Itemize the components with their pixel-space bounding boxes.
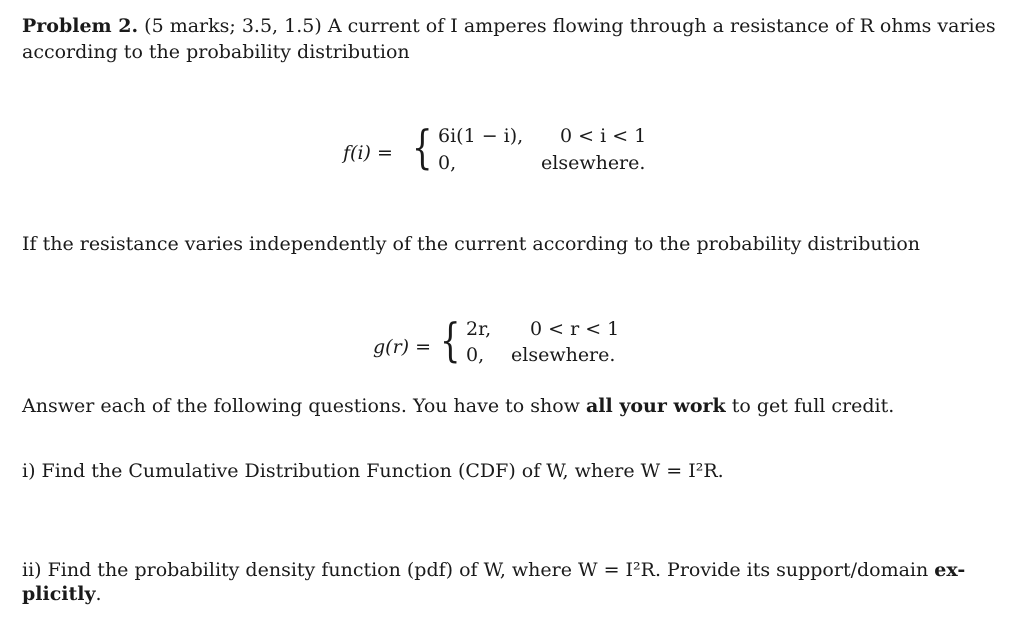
f-case1-expr: 6i(1 − i), <box>438 125 524 147</box>
question-2-line2 <box>22 582 102 606</box>
problem-title: Problem 2. <box>22 15 139 37</box>
problem-marks: (5 marks; 3.5, 1.5) <box>144 15 322 37</box>
resistance-text: If the resistance varies independently of the current according to the probability distribution <box>22 233 921 255</box>
g-brace: { <box>440 313 461 367</box>
question-2-text: ii) Find the probability density function (pdf) of W, where W = I²R. Provide its support/domain <box>22 559 935 581</box>
f-case2-cond: elsewhere. <box>541 152 646 174</box>
instructions-after: to get full credit. <box>725 395 895 417</box>
problem-intro-line1: A current of I amperes flowing through a resistance of R ohms varies <box>327 15 996 37</box>
instructions <box>22 394 894 418</box>
f-lhs: f(i) = <box>343 142 393 164</box>
g-case1-cond: 0 < r < 1 <box>530 318 620 340</box>
instructions-before: Answer each of the following questions. You have to show <box>22 395 586 417</box>
g-case1-expr: 2r, <box>466 318 492 340</box>
instructions-bold: all your work <box>585 395 726 417</box>
g-case2-expr: 0, <box>466 344 485 366</box>
g-lhs: g(r) = <box>373 336 432 358</box>
question-2-bold-part2: plicitly <box>22 583 96 605</box>
question-2-end: . <box>95 583 102 605</box>
question-2-line1 <box>22 558 965 582</box>
f-case1-cond: 0 < i < 1 <box>560 125 647 147</box>
g-case2-cond: elsewhere. <box>511 344 616 366</box>
question-2-bold-part1: ex- <box>934 559 966 581</box>
problem-intro-line2: according to the probability distribution <box>22 41 410 63</box>
question-1: i) Find the Cumulative Distribution Function (CDF) of W, where W = I²R. <box>22 460 724 482</box>
f-case2-expr: 0, <box>438 152 457 174</box>
f-brace: { <box>412 120 433 174</box>
problem-header <box>22 14 996 38</box>
